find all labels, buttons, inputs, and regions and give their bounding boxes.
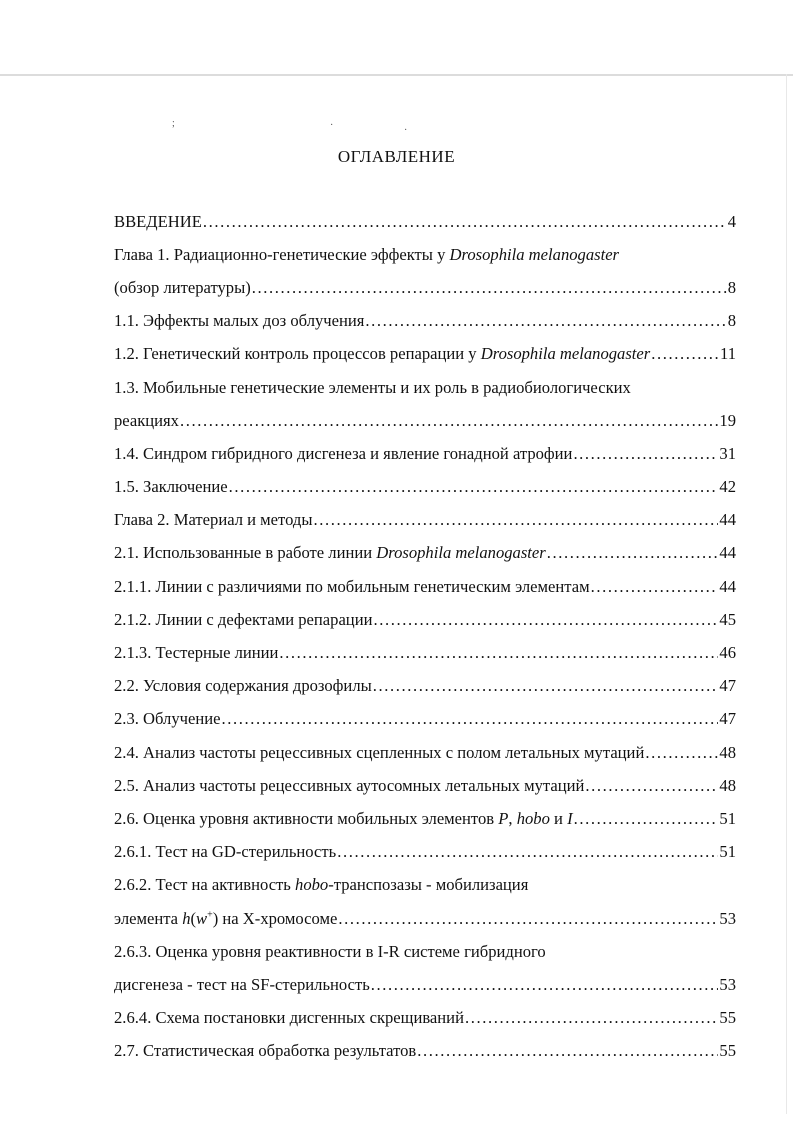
toc-page-number: 44: [719, 510, 736, 530]
toc-entry-title: [114, 1008, 464, 1028]
element-name: h: [182, 908, 191, 928]
toc-page-number: 8: [727, 311, 736, 331]
toc-entry-text: 1.4. Синдром гибридного дисгенеза и явление гонадной атрофии: [114, 443, 573, 463]
toc-entry-text: 1.2. Генетический контроль процессов репарации у: [114, 344, 481, 364]
toc-page-number: 51: [719, 808, 736, 828]
toc-entry-title: [114, 245, 619, 265]
toc-row: [114, 902, 736, 935]
toc-entry-text: 2.6.2. Тест на активность: [114, 875, 296, 895]
toc-entry-text: 2.1.2. Линии с дефектами репарации: [114, 609, 373, 629]
dot-leader: [337, 842, 718, 862]
toc-entry-text: Глава 2. Материал и методы: [114, 510, 313, 530]
toc-entry-title: [114, 444, 572, 464]
toc-page-number: 45: [719, 609, 736, 629]
dot-leader: [371, 975, 719, 995]
toc-row: [114, 636, 736, 669]
toc-entry-title: [114, 942, 546, 962]
toc-page-number: 44: [719, 543, 736, 563]
toc-entry-title: [114, 776, 584, 796]
superscript: +: [207, 909, 213, 920]
toc-entry-title: [114, 378, 631, 398]
toc-row: [114, 305, 736, 338]
toc-entry-title: [114, 875, 528, 895]
element-name: hobo: [516, 808, 550, 828]
element-name: P: [498, 808, 509, 828]
dot-leader: [313, 510, 718, 530]
toc-page-number: 4: [727, 211, 736, 231]
element-name: hobo: [295, 875, 329, 895]
toc-row: [114, 1002, 736, 1035]
toc-entry-text: 1.3. Мобильные генетические элементы и их роль в радиобиологических: [114, 377, 631, 397]
toc-page-number: 51: [719, 842, 736, 862]
toc-entry-text: 2.5. Анализ частоты рецессивных аутосомных летальных мутаций: [114, 775, 585, 795]
page-title: ОГЛАВЛЕНИЕ: [337, 147, 456, 166]
toc-row: [114, 271, 736, 304]
toc-entry-title: [114, 510, 312, 530]
species-name: Drosophila melanogaster: [449, 244, 620, 264]
toc-entry-title: элемента h(w+) на Х-хромосоме: [114, 908, 338, 928]
scan-speck: ·: [404, 125, 408, 136]
toc-entry-text: 2.1. Использованные в работе линии: [114, 543, 377, 563]
toc-entry-title: [114, 311, 364, 331]
dot-leader: [338, 909, 718, 929]
toc-entry-text: 2.7. Статистическая обработка результатов: [114, 1041, 417, 1061]
dot-leader: [203, 212, 727, 232]
toc-entry-text: 2.2. Условия содержания дрозофилы: [114, 676, 372, 696]
toc-row: [114, 968, 736, 1001]
toc-page-number: 47: [719, 709, 736, 729]
toc-page-number: 8: [727, 277, 736, 297]
toc-row: [114, 371, 736, 404]
dot-leader: [465, 1008, 718, 1028]
toc-entry-title: [114, 477, 228, 497]
toc-row: [114, 404, 736, 437]
toc-entry-text: 1.5. Заключение: [114, 477, 228, 497]
toc-entry-text: 2.1.1. Линии с различиями по мобильным генетическим элементам: [114, 576, 590, 596]
toc-entry-title: [114, 610, 372, 630]
toc-page-number: 19: [719, 410, 736, 430]
toc-row: [114, 537, 736, 570]
toc-entry-title: [114, 743, 644, 763]
toc-page-number: 48: [719, 742, 736, 762]
toc-page-number: 55: [719, 1008, 736, 1028]
toc-entry-title: [114, 1041, 416, 1061]
dot-leader: [417, 1041, 718, 1061]
element-name: w: [196, 908, 208, 928]
toc-entry-title: [114, 809, 573, 829]
toc-row: [114, 769, 736, 802]
toc-entry-text: 2.6.3. Оценка уровня реактивности в I-R системе гибридного: [114, 941, 546, 961]
dot-leader: [651, 344, 719, 364]
toc-entry-title: [114, 212, 202, 232]
dot-leader: [373, 676, 719, 696]
toc-page-number: 46: [719, 643, 736, 663]
toc-page-number: 42: [719, 477, 736, 497]
table-of-contents: [114, 205, 736, 1068]
toc-entry-text: 2.4. Анализ частоты рецессивных сцепленных с полом летальных мутаций: [114, 742, 645, 762]
element-name: I: [567, 808, 573, 828]
dot-leader: [373, 610, 718, 630]
toc-entry-text: 1.1. Эффекты малых доз облучения: [114, 311, 365, 331]
dot-leader: [574, 809, 719, 829]
toc-entry-text: 2.6. Оценка уровня активности мобильных элементов: [114, 808, 499, 828]
toc-row: [114, 703, 736, 736]
dot-leader: [585, 776, 718, 796]
toc-entry-title: [114, 842, 336, 862]
toc-entry-text: ,: [508, 808, 517, 828]
toc-entry-title: [114, 278, 251, 298]
toc-entry-text: (обзор литературы): [114, 277, 251, 297]
species-name: Drosophila melanogaster: [480, 344, 651, 364]
toc-row: [114, 802, 736, 835]
toc-page-number: 31: [719, 443, 736, 463]
toc-row: [114, 736, 736, 769]
toc-entry-text: дисгенеза - тест на SF-стерильность: [114, 974, 370, 994]
toc-entry-text: Глава 1. Радиационно-генетические эффекты у: [114, 244, 450, 264]
scan-border-top: [0, 74, 793, 76]
dot-leader: [221, 709, 718, 729]
dot-leader: [591, 577, 719, 597]
toc-row: [114, 869, 736, 902]
toc-page-number: 55: [719, 1041, 736, 1061]
dot-leader: [180, 411, 718, 431]
toc-entry-text: на Х-хромосоме: [218, 908, 338, 928]
toc-entry-title: [114, 676, 372, 696]
toc-page-number: 11: [720, 344, 736, 364]
toc-page-number: 53: [719, 908, 736, 928]
toc-row: [114, 205, 736, 238]
toc-entry-title: [114, 543, 546, 563]
toc-row: [114, 1035, 736, 1068]
scan-speck: ·: [330, 120, 334, 131]
toc-page-number: 44: [719, 576, 736, 596]
dot-leader: [229, 477, 719, 497]
toc-row: [114, 670, 736, 703]
toc-row: [114, 935, 736, 968]
toc-entry-title: [114, 344, 650, 364]
toc-row: [114, 836, 736, 869]
dot-leader: [252, 278, 727, 298]
toc-entry-text: и: [549, 808, 568, 828]
toc-entry-text: 2.3. Облучение: [114, 709, 221, 729]
toc-row: [114, 504, 736, 537]
toc-entry-text: 2.1.3. Тестерные линии: [114, 643, 279, 663]
dot-leader: [279, 643, 718, 663]
toc-entry-title: [114, 411, 179, 431]
toc-row: [114, 238, 736, 271]
toc-page-number: 47: [719, 676, 736, 696]
toc-entry-title: [114, 643, 278, 663]
toc-entry-text: ВВЕДЕНИЕ: [114, 211, 202, 231]
toc-entry-text: -транспозазы - мобилизация: [328, 875, 529, 895]
toc-entry-title: [114, 709, 220, 729]
dot-leader: [547, 543, 719, 563]
dot-leader: [645, 743, 718, 763]
toc-row: [114, 471, 736, 504]
toc-page-number: 48: [719, 775, 736, 795]
toc-page-number: 53: [719, 974, 736, 994]
dot-leader: [365, 311, 726, 331]
toc-entry-text: 2.6.1. Тест на GD-стерильность: [114, 842, 337, 862]
dot-leader: [573, 444, 718, 464]
scan-speck: ;: [172, 118, 175, 129]
toc-entry-title: [114, 975, 370, 995]
toc-row: [114, 437, 736, 470]
toc-row: [114, 570, 736, 603]
toc-row: [114, 603, 736, 636]
toc-entry-title: [114, 577, 590, 597]
toc-entry-text: 2.6.4. Схема постановки дисгенных скрещиваний: [114, 1008, 464, 1028]
toc-row: [114, 338, 736, 371]
toc-entry-text: элемента: [114, 908, 183, 928]
toc-entry-text: реакциях: [114, 410, 179, 430]
species-name: Drosophila melanogaster: [376, 543, 546, 563]
scan-border-right: [786, 74, 787, 1114]
